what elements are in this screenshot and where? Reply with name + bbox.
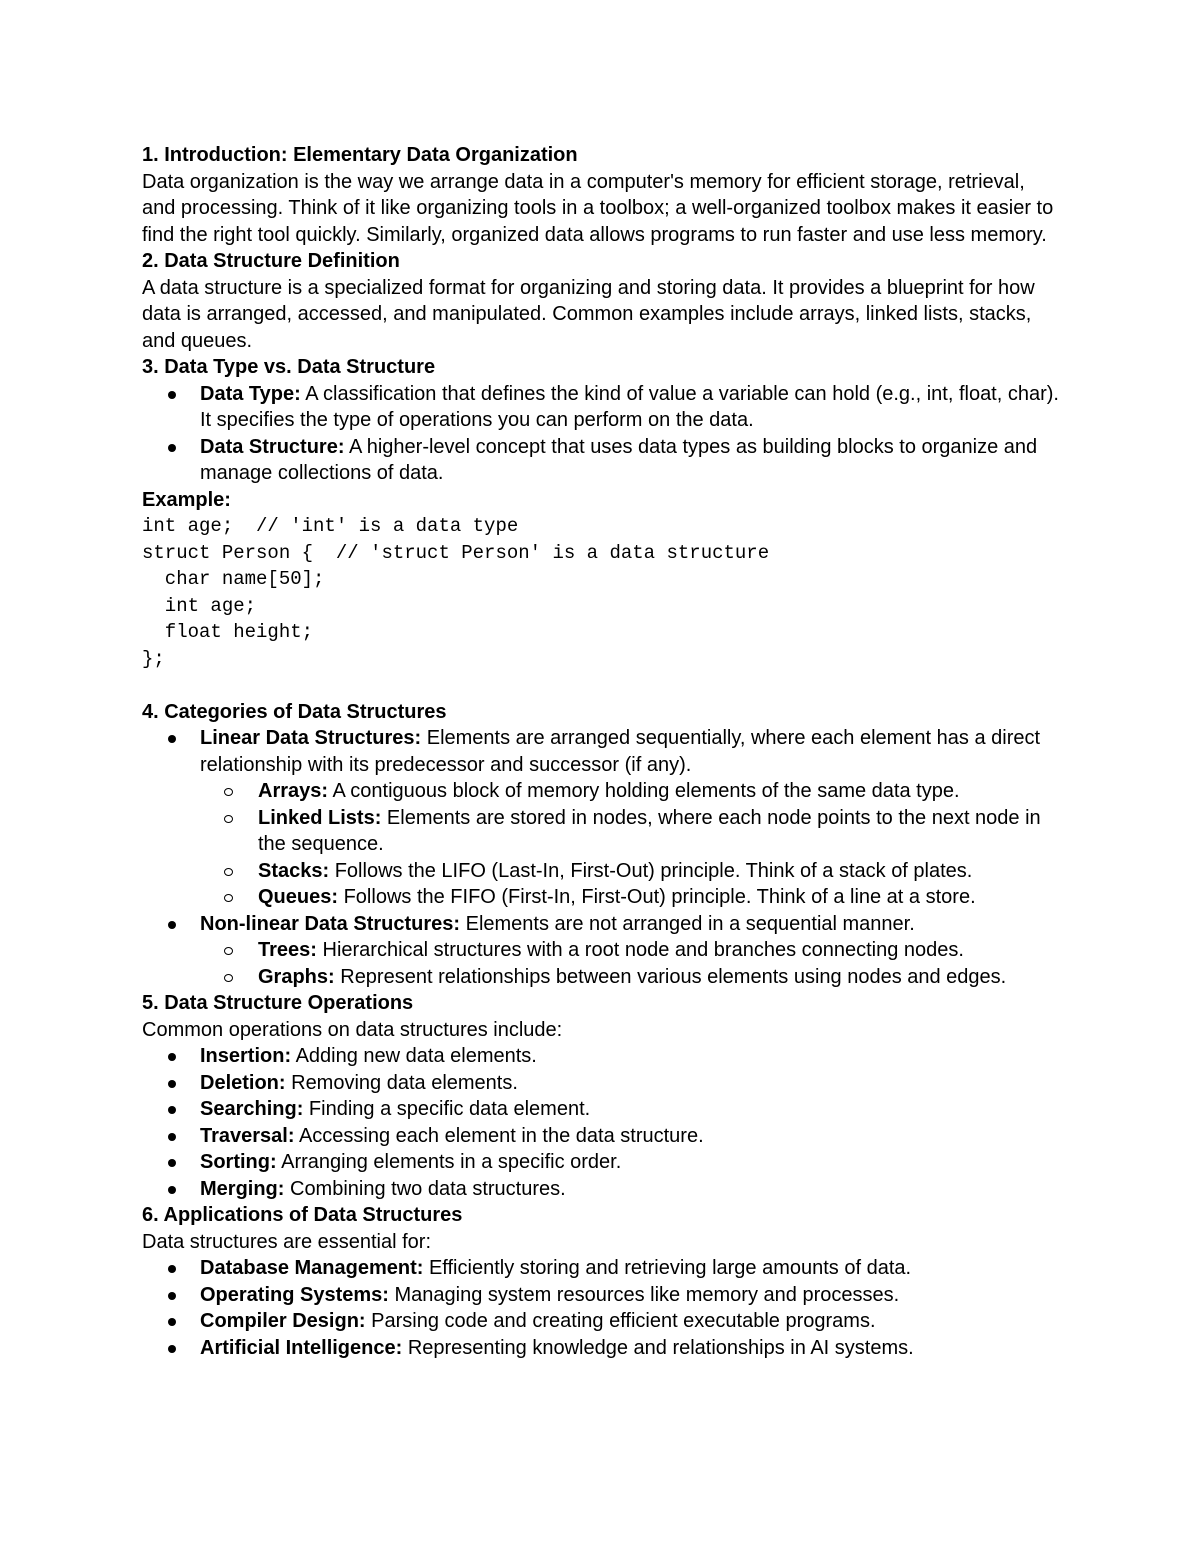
spacer — [142, 672, 1062, 699]
section-4-list — [142, 725, 1062, 778]
section-1-heading: 1. Introduction: Elementary Data Organization — [142, 144, 578, 166]
list-item — [142, 1149, 1062, 1176]
bullet-icon — [168, 1318, 176, 1326]
code-line: char name[50]; — [142, 568, 325, 590]
sub-list-item — [200, 884, 1062, 911]
item-desc: Finding a specific data element. — [303, 1098, 591, 1120]
circle-bullet-icon — [224, 868, 233, 876]
bullet-icon — [168, 1106, 176, 1114]
code-block — [142, 513, 1062, 672]
document-page — [142, 142, 1062, 1361]
item-desc: Representing knowledge and relationships in AI systems. — [402, 1336, 914, 1359]
list-item — [142, 725, 1062, 778]
list-item — [142, 1282, 1062, 1309]
section-5-heading: 5. Data Structure Operations — [142, 992, 414, 1014]
code-line: int age; — [142, 594, 257, 617]
item-desc: Managing system resources like memory and processes. — [388, 1283, 900, 1306]
section-4-heading: 4. Categories of Data Structures — [142, 700, 447, 723]
list-item — [142, 1335, 1062, 1362]
bullet-icon — [168, 1080, 176, 1088]
list-item — [142, 911, 1062, 938]
list-item — [142, 1070, 1062, 1097]
item-term: Database Management: — [200, 1257, 424, 1279]
section-4-list-2 — [142, 911, 1062, 938]
list-item — [142, 1123, 1062, 1150]
item-term: Data Type: — [200, 382, 301, 405]
item-term: Traversal: — [200, 1124, 295, 1147]
list-item — [142, 434, 1062, 487]
list-item — [142, 1255, 1062, 1282]
item-term: Searching: — [200, 1098, 304, 1120]
item-desc: Elements are arranged sequentially, where each element has a direct relationship with its predecessor and successor (if any). — [200, 727, 1041, 776]
item-desc: Adding new data elements. — [291, 1045, 537, 1067]
bullet-icon — [168, 444, 176, 452]
item-term: Sorting: — [200, 1151, 277, 1173]
item-desc: Removing data elements. — [285, 1071, 518, 1094]
bullet-icon — [168, 1265, 176, 1273]
item-desc: Represent relationships between various elements using nodes and edges. — [334, 965, 1007, 988]
bullet-icon — [168, 1053, 176, 1061]
list-item — [142, 1043, 1062, 1070]
item-term: Non-linear Data Structures: — [200, 912, 461, 935]
linear-sublist — [142, 778, 1062, 911]
item-term: Graphs: — [258, 965, 335, 988]
bullet-icon — [168, 921, 176, 929]
list-item — [142, 1308, 1062, 1335]
section-6-intro: Data structures are essential for: — [142, 1230, 432, 1253]
sub-list-item — [200, 937, 1062, 964]
item-term: Data Structure: — [200, 435, 345, 458]
section-2-text: A data structure is a specialized format for organizing and storing data. It provides a blueprint for how data is arranged, accessed, and manipulated. Common examples include arrays, linked lists, stacks, and queues. — [142, 276, 1035, 352]
list-item — [142, 1096, 1062, 1123]
example-label: Example: — [142, 488, 231, 511]
item-desc: A higher-level concept that uses data types as building blocks to organize and manage collections of data. — [200, 435, 1038, 484]
item-desc: A classification that defines the kind of value a variable can hold (e.g., int, float, char). It specifies the type of operations you can perform on the data. — [200, 382, 1059, 431]
section-1-text: Data organization is the way we arrange data in a computer's memory for efficient storage, retrieval, and processing. Think of it like organizing tools in a toolbox; a well-organized toolbox makes it easier to find the right tool quickly. Similarly, organized data allows programs to run faster and use less memory. — [142, 170, 1054, 246]
nonlinear-sublist — [142, 937, 1062, 990]
sub-list-item — [200, 964, 1062, 991]
item-term: Deletion: — [200, 1071, 286, 1094]
item-desc: Follows the LIFO (Last-In, First-Out) principle. Think of a stack of plates. — [329, 859, 973, 882]
item-desc: Hierarchical structures with a root node and branches connecting nodes. — [316, 939, 964, 961]
item-term: Trees: — [258, 939, 317, 961]
item-desc: Accessing each element in the data structure. — [294, 1124, 704, 1147]
item-term: Operating Systems: — [200, 1283, 389, 1306]
section-2-heading: 2. Data Structure Definition — [142, 250, 400, 272]
bullet-icon — [168, 1159, 176, 1167]
item-term: Compiler Design: — [200, 1310, 366, 1332]
section-3-heading: 3. Data Type vs. Data Structure — [142, 356, 436, 378]
list-item — [142, 1176, 1062, 1203]
item-term: Stacks: — [258, 859, 330, 882]
sub-list-item — [200, 805, 1062, 858]
item-desc: Combining two data structures. — [284, 1177, 566, 1200]
sub-list-item — [200, 778, 1062, 805]
item-desc: Elements are stored in nodes, where each node points to the next node in the sequence. — [258, 806, 1041, 855]
item-term: Merging: — [200, 1177, 285, 1200]
item-desc: Efficiently storing and retrieving large amounts of data. — [423, 1257, 912, 1279]
section-5-intro: Common operations on data structures include: — [142, 1018, 563, 1041]
circle-bullet-icon — [224, 947, 233, 955]
item-term: Linked Lists: — [258, 806, 382, 829]
item-desc: Elements are not arranged in a sequential manner. — [460, 912, 915, 935]
section-6-list — [142, 1255, 1062, 1361]
circle-bullet-icon — [224, 815, 233, 823]
code-line: }; — [142, 647, 165, 670]
code-line: float height; — [142, 621, 314, 643]
circle-bullet-icon — [224, 974, 233, 982]
bullet-icon — [168, 735, 176, 743]
item-term: Linear Data Structures: — [200, 727, 422, 749]
code-line: struct Person { // 'struct Person' is a data structure — [142, 541, 770, 564]
bullet-icon — [168, 1292, 176, 1300]
item-term: Artificial Intelligence: — [200, 1336, 403, 1359]
bullet-icon — [168, 1186, 176, 1194]
item-desc: Arranging elements in a specific order. — [276, 1151, 622, 1173]
item-desc: Parsing code and creating efficient executable programs. — [365, 1310, 876, 1332]
item-desc: Follows the FIFO (First-In, First-Out) principle. Think of a line at a store. — [338, 886, 976, 908]
bullet-icon — [168, 1345, 176, 1353]
sub-list-item — [200, 858, 1062, 885]
list-item — [142, 381, 1062, 434]
circle-bullet-icon — [224, 788, 233, 796]
bullet-icon — [168, 1133, 176, 1141]
item-term: Queues: — [258, 886, 339, 908]
circle-bullet-icon — [224, 894, 233, 902]
item-term: Insertion: — [200, 1045, 292, 1067]
item-term: Arrays: — [258, 780, 329, 802]
item-desc: A contiguous block of memory holding elements of the same data type. — [328, 780, 960, 802]
section-3-list — [142, 381, 1062, 487]
section-5-list — [142, 1043, 1062, 1202]
code-line: int age; // 'int' is a data type — [142, 515, 519, 537]
bullet-icon — [168, 391, 176, 399]
section-6-heading: 6. Applications of Data Structures — [142, 1204, 463, 1226]
